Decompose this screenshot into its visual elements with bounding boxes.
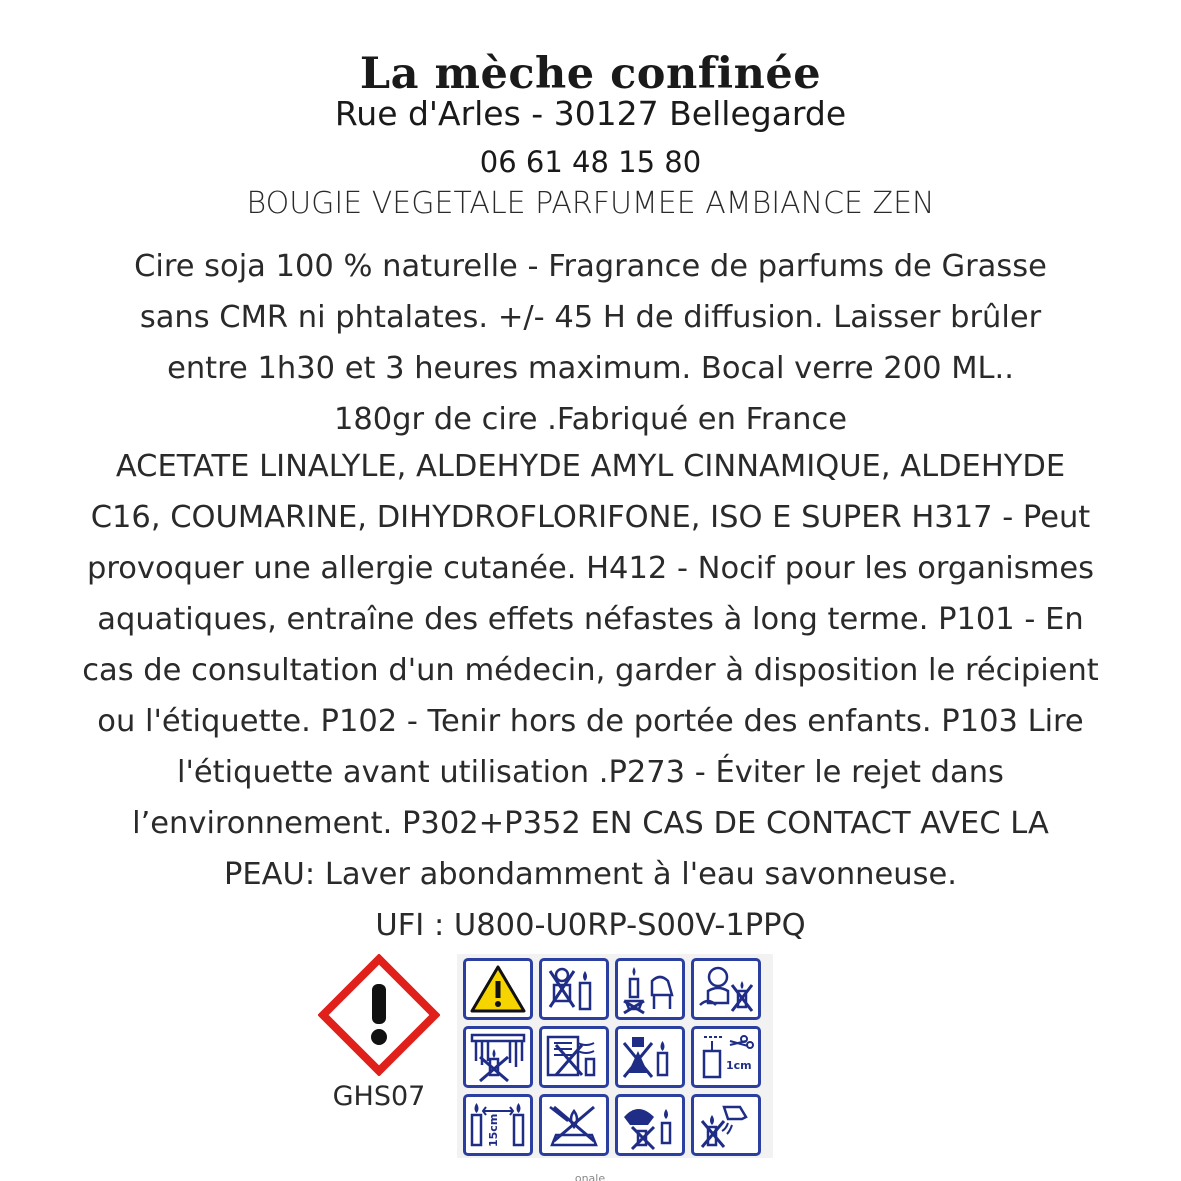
no-water-extinguish-icon — [691, 1094, 761, 1156]
description-line: entre 1h30 et 3 heures maximum. Bocal verre 200 ML.. — [167, 351, 1014, 386]
exclamation-mark-diamond-icon — [318, 954, 440, 1076]
space-15cm-icon — [463, 1094, 533, 1156]
brand-address: Rue d'Arles - 30127 Bellegarde — [334, 94, 847, 133]
warning-triangle-icon — [463, 958, 533, 1020]
no-wet-extinguish-icon — [539, 1094, 609, 1156]
hazard-line: ou l'étiquette. P102 - Tenir hors de portée des enfants. P103 Lire — [97, 704, 1084, 739]
description-line: Cire soja 100 % naturelle - Fragrance de parfums de Grasse — [134, 249, 1047, 284]
spacing-label: 15cm — [487, 1113, 500, 1147]
safety-pictograms — [457, 954, 773, 1158]
trim-wick-1cm-icon — [691, 1026, 761, 1088]
footer-fragment: onale — [574, 1172, 606, 1181]
product-description — [0, 241, 1181, 445]
description-line: sans CMR ni phtalates. +/- 45 H de diffusion. Laisser brûler — [139, 300, 1042, 335]
no-near-objects-icon — [615, 1026, 685, 1088]
hazard-line: PEAU: Laver abondamment à l'eau savonneuse. — [224, 857, 957, 892]
no-draft-icon — [539, 1026, 609, 1088]
no-flammable-surface-icon — [615, 958, 685, 1020]
no-sleep-burning-icon — [615, 1094, 685, 1156]
trim-wick-label: 1cm — [726, 1059, 752, 1072]
hazard-statements — [0, 441, 1181, 951]
description-line: 180gr de cire .Fabriqué en France — [333, 402, 848, 437]
no-near-curtains-icon — [463, 1026, 533, 1088]
hazard-line: C16, COUMARINE, DIHYDROFLORIFONE, ISO E SUPER H317 - Peut — [90, 500, 1091, 535]
keep-from-children-pets-icon — [691, 958, 761, 1020]
ghs-label: GHS07 — [332, 1081, 426, 1112]
hazard-line: l'étiquette avant utilisation .P273 - Éviter le rejet dans — [177, 755, 1004, 790]
brand-phone: 06 61 48 15 80 — [479, 145, 702, 179]
hazard-line: provoquer une allergie cutanée. H412 - Nocif pour les organismes — [87, 551, 1094, 586]
hazard-line: ACETATE LINALYLE, ALDEHYDE AMYL CINNAMIQUE, ALDEHYDE — [115, 449, 1066, 484]
hazard-line: cas de consultation d'un médecin, garder à disposition le récipient — [82, 653, 1099, 688]
no-unattended-candle-icon — [539, 958, 609, 1020]
hazard-line: l’environnement. P302+P352 EN CAS DE CONTACT AVEC LA — [132, 806, 1049, 841]
ufi-code: UFI : U800-U0RP-S00V-1PPQ — [375, 908, 806, 943]
hazard-line: aquatiques, entraîne des effets néfastes à long terme. P101 - En — [97, 602, 1084, 637]
product-name: BOUGIE VEGETALE PARFUMEE AMBIANCE ZEN — [246, 186, 935, 221]
brand-name: La mèche confinée — [359, 49, 822, 99]
